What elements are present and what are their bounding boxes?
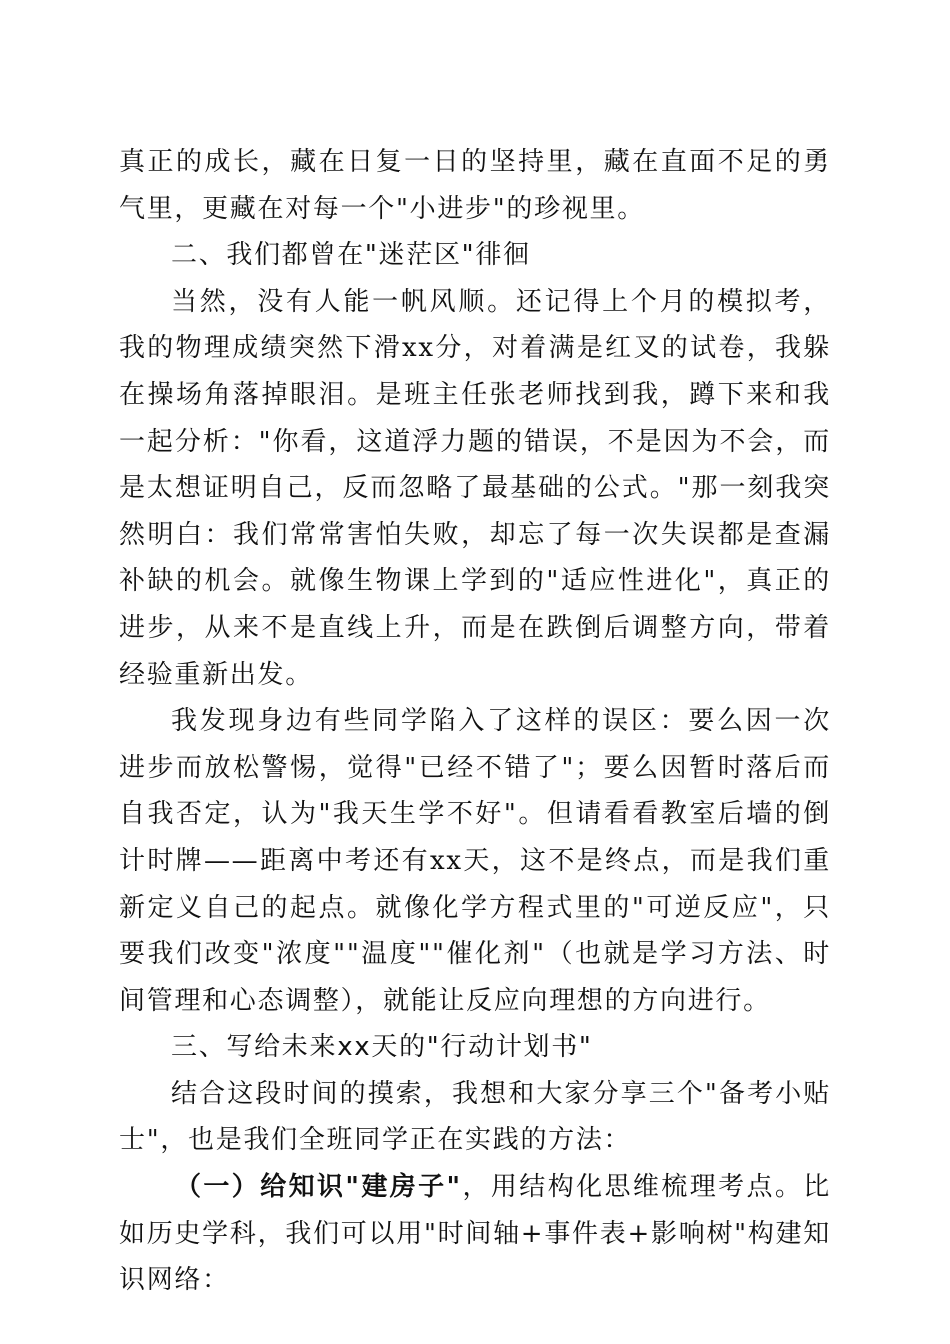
- paragraph-mock-exam: 当然，没有人能一帆风顺。还记得上个月的模拟考，我的物理成绩突然下滑xx分，对着满是红叉的试卷，我躲在操场角落掉眼泪。是班主任张老师找到我，蹲下来和我一起分析："你看，这道浮力题的错误，不是因为不会，而是太想证明自己，反而忽略了最基础的公式。"那一刻我突然明白：我们常常害怕失败，却忘了每一次失误都是查漏补缺的机会。就像生物课上学到的"适应性进化"，真正的进步，从来不是直线上升，而是在跌倒后调整方向，带着经验重新出发。: [119, 286, 831, 690]
- paragraph-continued: 真正的成长，藏在日复一日的坚持里，藏在直面不足的勇气里，更藏在对每一个"小进步"的珍视里。: [119, 147, 831, 224]
- paragraph-misconceptions: 我发现身边有些同学陷入了这样的误区：要么因一次进步而放松警惕，觉得"已经不错了"；要么因暂时落后而自我否定，认为"我天生学不好"。但请看看教室后墙的倒计时牌——距离中考还有xx天，这不是终点，而是我们重新定义自己的起点。就像化学方程式里的"可逆反应"，只要我们改变"浓度""温度""催化剂"（也就是学习方法、时间管理和心态调整），就能让反应向理想的方向进行。: [119, 706, 831, 1016]
- section-heading-2: 二、我们都曾在"迷茫区"徘徊: [171, 240, 531, 271]
- document-body: [119, 139, 831, 1304]
- subsection-1-lead: （一）给知识"建房子": [175, 1172, 462, 1203]
- paragraph-tips-intro: 结合这段时间的摸索，我想和大家分享三个"备考小贴士"，也是我们全班同学正在实践的方法：: [119, 1078, 831, 1156]
- subsection-1-text: ，用结构化思维梳理考点。比如历史学科，我们可以用"时间轴+事件表+影响树"构建知识网络：: [119, 1172, 831, 1296]
- section-heading-3: 三、写给未来xx天的"行动计划书": [171, 1032, 593, 1063]
- subsection-1: [119, 1164, 831, 1304]
